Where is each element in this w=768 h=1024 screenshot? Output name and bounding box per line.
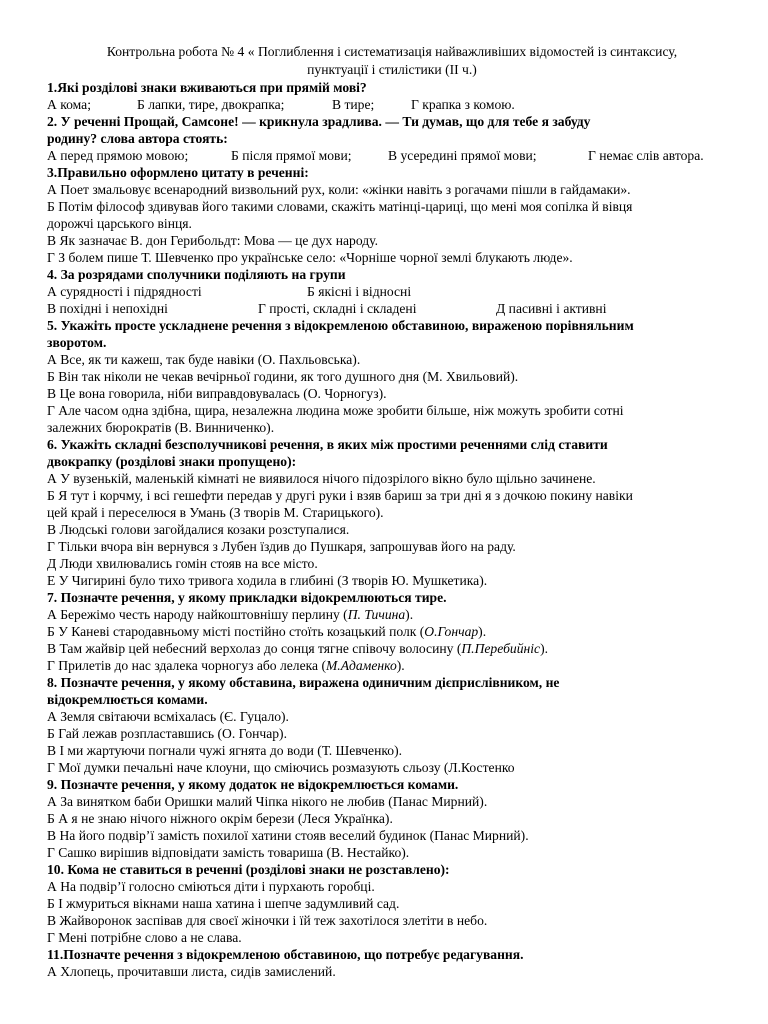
- option-b: Б якісні і відносні: [307, 284, 412, 299]
- question-8-line-1: 8. Позначте речення, у якому обставина, виражена одиничним дієприслівником, не: [47, 675, 560, 690]
- option-c: В І ми жартуючи погнали чужі ягнята до води (Т. Шевченко).: [47, 743, 402, 758]
- question-3: 3.Правильно оформлено цитату в реченні:: [47, 165, 309, 180]
- option-d-line-1: Г Але часом одна здібна, щира, незалежна людина може зробити більше, ніж можуть зробити сотні: [47, 403, 624, 418]
- option-b-line-1: Б Потім філософ здивував його такими словами, скажіть матінці-цариці, що мені моя сопілка й вівця: [47, 199, 633, 214]
- option-c: В тире;: [332, 97, 375, 112]
- option-c: В На його подвір’ї замість похилої хатини стояв веселий будинок (Панас Мирний).: [47, 828, 529, 843]
- option-b: Б після прямої мови;: [231, 148, 352, 163]
- option-a-author: П. Тичина: [347, 607, 406, 622]
- question-9: 9. Позначте речення, у якому додаток не відокремлюється комами.: [47, 777, 459, 792]
- option-a: А Земля світаючи всміхалась (Є. Гуцало).: [47, 709, 289, 724]
- option-a-close: ).: [405, 607, 414, 622]
- question-4: 4. За розрядами сполучники поділяють на групи: [47, 267, 346, 282]
- option-c: В Жайворонок заспівав для своєї жіночки і їй теж захотілося злетіти в небо.: [47, 913, 488, 928]
- option-a: А кома;: [47, 97, 91, 112]
- option-d: Г Мені потрібне слово а не слава.: [47, 930, 242, 945]
- question-6-line-1: 6. Укажіть складні безсполучникові речення, в яких між простими реченнями слід ставити: [47, 437, 608, 452]
- option-d: [47, 657, 737, 674]
- question-7: 7. Позначте речення, у якому прикладки відокремлюються тире.: [47, 590, 447, 605]
- option-a: А сурядності і підрядності: [47, 284, 202, 299]
- option-b: Б лапки, тире, двокрапка;: [137, 97, 285, 112]
- test-document: [47, 43, 737, 980]
- question-1-options: [47, 96, 737, 113]
- option-f: Е У Чигирині було тихо тривога ходила в глибині (З творів Ю. Мушкетика).: [47, 573, 488, 588]
- option-d-text: Г Прилетів до нас здалека чорногуз або лелека (: [47, 658, 326, 673]
- option-b-line-2: цей край і переселюся в Умань (З творів М. Старицького).: [47, 505, 384, 520]
- option-c-text: В Там жайвір цей небесний верхолаз до сонця тягне співочу волосину (: [47, 641, 462, 656]
- option-a: А Поет змальовує всенародний визвольний рух, коли: «жінки навіть з рогачами пішли в гайдамаки».: [47, 182, 631, 197]
- option-a: А Хлопець, прочитавши листа, сидів замислений.: [47, 964, 336, 979]
- option-c: В Людські голови загойдалися козаки розступалися.: [47, 522, 350, 537]
- question-11: 11.Позначте речення з відокремленою обставиною, що потребує редагування.: [47, 947, 524, 962]
- option-d: Г крапка з комою.: [411, 97, 515, 112]
- option-d-close: ).: [396, 658, 405, 673]
- option-c: [47, 640, 737, 657]
- option-b: Б Гай лежав розпластавшись (О. Гончар).: [47, 726, 287, 741]
- question-2-options: [47, 147, 737, 164]
- option-c: В усередині прямої мови;: [388, 148, 537, 163]
- option-a-text: А Бережімо честь народу найкоштовнішу перлину (: [47, 607, 348, 622]
- question-8-line-2: відокремлюється комами.: [47, 692, 208, 707]
- option-b-close: ).: [478, 624, 487, 639]
- question-4-options-row-1: [47, 283, 737, 300]
- option-c-author: П.Перебийніс: [461, 641, 541, 656]
- option-d: Г немає слів автора.: [588, 148, 704, 163]
- option-b: Б І жмуриться вікнами наша хатина і шепче задумливий сад.: [47, 896, 400, 911]
- document-title-line-2: пунктуації і стилістики (II ч.): [307, 62, 477, 77]
- option-c: В похідні і непохідні: [47, 301, 168, 316]
- question-6-line-2: двокрапку (розділові знаки пропущено):: [47, 454, 297, 469]
- option-d: Г Тільки вчора він вернувся з Лубен їздив до Пушкаря, запрошував його на раду.: [47, 539, 516, 554]
- question-4-options-row-2: [47, 300, 737, 317]
- option-b-line-2: дорожчі царського вінця.: [47, 216, 192, 231]
- option-d-author: М.Адаменко: [325, 658, 397, 673]
- option-c: В Як зазначає В. дон Герибольдт: Мова — це дух народу.: [47, 233, 378, 248]
- option-b-line-1: Б Я тут і корчму, і всі гешефти передав у другі руки і взяв бариш за три дні я з дочкою покину навіки: [47, 488, 633, 503]
- option-a: А перед прямою мовою;: [47, 148, 189, 163]
- option-b: Б Він так ніколи не чекав вечірньої години, як того душного дня (М. Хвильовий).: [47, 369, 519, 384]
- option-b-author: О.Гончар: [424, 624, 479, 639]
- question-1: 1.Які розділові знаки вживаються при прямій мові?: [47, 80, 367, 95]
- question-5-line-2: зворотом.: [47, 335, 107, 350]
- option-a: А За винятком баби Оришки малий Чіпка нікого не любив (Панас Мирний).: [47, 794, 488, 809]
- question-5-line-1: 5. Укажіть просте ускладнене речення з відокремленою обставиною, вираженою порівняльним: [47, 318, 634, 333]
- option-a: А На подвір’ї голосно сміються діти і пурхають горобці.: [47, 879, 375, 894]
- option-b: [47, 623, 737, 640]
- question-2-line-1: 2. У реченні Прощай, Самсоне! — крикнула зрадлива. — Ти думав, що для тебе я забуду: [47, 114, 591, 129]
- option-d: Г Мої думки печальні наче клоуни, що сміючись розмазують сльозу (Л.Костенко: [47, 760, 515, 775]
- option-d: Г прості, складні і складені: [258, 301, 417, 316]
- question-10: 10. Кома не ставиться в реченні (розділові знаки не розставлено):: [47, 862, 450, 877]
- option-d: Г З болем пише Т. Шевченко про українське село: «Чорніше чорної землі блукають люде».: [47, 250, 573, 265]
- option-e: Д Люди хвилювались гомін стояв на все місто.: [47, 556, 318, 571]
- option-d: Г Сашко вирішив відповідати замість товариша (В. Нестайко).: [47, 845, 410, 860]
- option-b: Б А я не знаю нічого ніжного окрім берези (Леся Українка).: [47, 811, 393, 826]
- option-d-line-2: залежних бюрократів (В. Винниченко).: [47, 420, 275, 435]
- option-c: В Це вона говорила, ніби виправдовувалась (О. Чорногуз).: [47, 386, 387, 401]
- question-2-line-2: родину? слова автора стоять:: [47, 131, 228, 146]
- option-a: А Все, як ти кажеш, так буде навіки (О. Пахльовська).: [47, 352, 361, 367]
- option-a: А У вузенькій, маленькій кімнаті не виявилося нічого підозрілого вікно було щільно зачинене.: [47, 471, 596, 486]
- document-title-line-1: Контрольна робота № 4 « Поглиблення і систематизація найважливіших відомостей із синтаксису,: [106, 44, 678, 59]
- option-c-close: ).: [540, 641, 548, 656]
- option-b-text: Б У Каневі стародавньому місті постійно стоїть козацький полк (: [47, 624, 425, 639]
- option-e: Д пасивні і активні: [496, 301, 607, 316]
- option-a: [47, 606, 737, 623]
